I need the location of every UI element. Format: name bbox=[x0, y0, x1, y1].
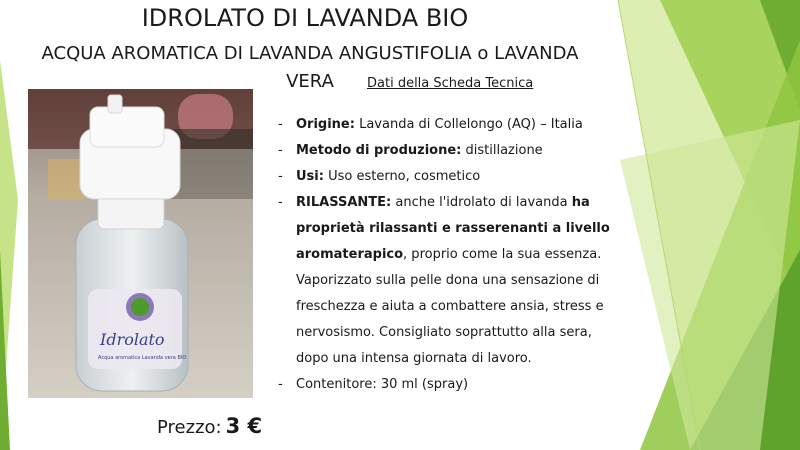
price bbox=[157, 414, 262, 438]
price-label: Prezzo: bbox=[157, 417, 222, 438]
origin-value: Lavanda di Collelongo (AQ) – Italia bbox=[354, 117, 583, 132]
slide-title: IDROLATO DI LAVANDA BIO bbox=[141, 4, 469, 32]
technical-sheet-link[interactable]: Dati della Scheda Tecnica bbox=[367, 76, 534, 91]
label-brand-text: Idrolato bbox=[100, 330, 165, 349]
list-item-origin bbox=[278, 112, 623, 138]
price-value: 3 € bbox=[225, 414, 263, 438]
relax-bold-text: ha proprietà rilassanti e rasserenanti a livello aromaterapico bbox=[296, 195, 610, 262]
bullet-dash: - bbox=[278, 195, 283, 210]
container-text: Contenitore: 30 ml (spray) bbox=[296, 377, 469, 392]
uses-value: Uso esterno, cosmetico bbox=[323, 169, 481, 184]
relax-text-2: , proprio come la sua essenza. Vaporizzato sulla pelle dona una sensazione di freschezza e aiuta a combattere ansia, stress e nervosismo. Consigliato soprattutto alla sera, dopo una intensa giornata di lavoro. bbox=[296, 247, 604, 366]
list-item-relaxing bbox=[278, 190, 623, 372]
uses-label: Usi: bbox=[296, 169, 324, 184]
bullet-dash: - bbox=[278, 143, 283, 158]
list-item-container bbox=[278, 372, 623, 398]
method-value: distillazione bbox=[461, 143, 543, 158]
label-small-text: Acqua aromatica Lavanda vera BIO bbox=[98, 355, 187, 361]
bullet-dash: - bbox=[278, 169, 283, 184]
product-photo bbox=[28, 89, 253, 398]
method-label: Metodo di produzione: bbox=[296, 143, 462, 158]
product-details-list bbox=[278, 112, 623, 398]
list-item-method bbox=[278, 138, 623, 164]
relax-text-1: anche l'idrolato di lavanda bbox=[391, 195, 572, 210]
origin-label: Origine: bbox=[296, 117, 355, 132]
list-item-uses bbox=[278, 164, 623, 190]
relax-label: RILASSANTE: bbox=[296, 195, 392, 210]
slide-subheading: ACQUA AROMATICA DI LAVANDA ANGUSTIFOLIA o LAVANDA VERA bbox=[41, 43, 579, 92]
bullet-dash: - bbox=[278, 377, 283, 392]
bullet-dash: - bbox=[278, 117, 283, 132]
